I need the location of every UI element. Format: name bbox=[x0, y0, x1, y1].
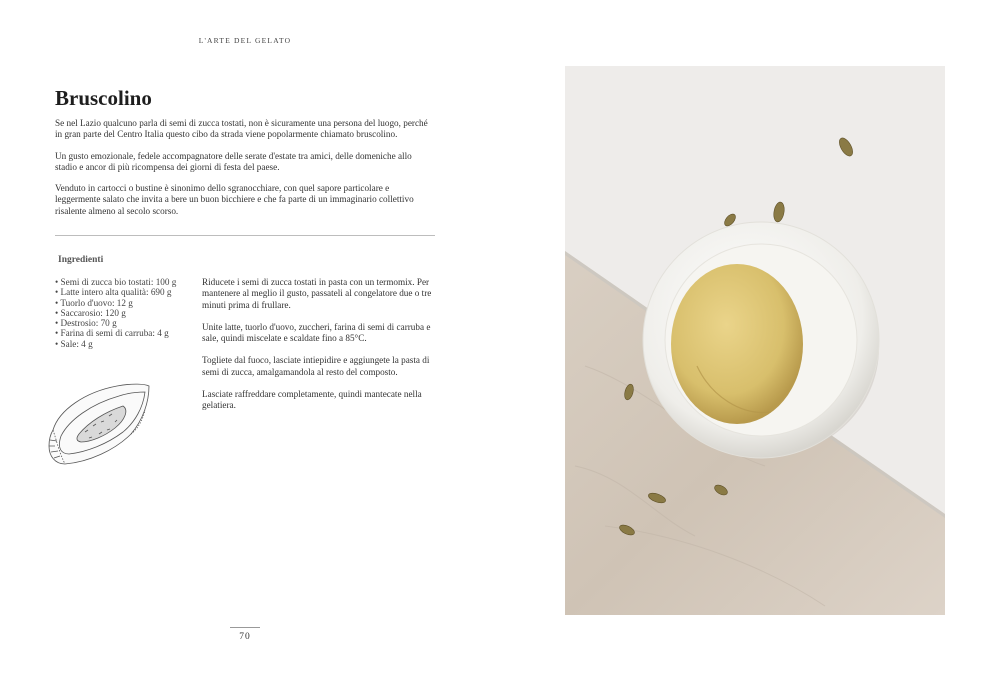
method-step: Lasciate raffreddare completamente, quindi mantecate nella gelatiera. bbox=[202, 389, 422, 411]
ingredient-item: • Latte intero alta qualità: 690 g bbox=[55, 287, 195, 297]
intro-text bbox=[55, 118, 435, 227]
ingredients-heading: Ingredienti bbox=[58, 255, 104, 265]
ingredient-item: • Semi di zucca bio tostati: 100 g bbox=[55, 277, 195, 287]
pumpkin-slice-icon bbox=[45, 380, 155, 466]
ingredient-item: • Destrosio: 70 g bbox=[55, 318, 195, 328]
running-head: L'ARTE DEL GELATO bbox=[198, 36, 292, 45]
method-step: Togliete dal fuoco, lasciate intiepidire e aggiungete la pasta di semi di zucca, amalgamandola al resto del composto. bbox=[202, 355, 430, 377]
recipe-title: Bruscolino bbox=[55, 86, 152, 110]
method-text bbox=[202, 277, 438, 423]
ingredient-item: • Sale: 4 g bbox=[55, 339, 195, 349]
page-number: 70 bbox=[239, 632, 251, 642]
page-number-rule bbox=[230, 627, 260, 628]
ingredient-item: • Saccarosio: 120 g bbox=[55, 308, 195, 318]
intro-paragraph: Un gusto emozionale, fedele accompagnatore delle serate d'estate tra amici, delle domeniche allo stadio e ancor di più ricompensa dei giorni di festa del paese. bbox=[55, 150, 412, 172]
intro-paragraph: Se nel Lazio qualcuno parla di semi di zucca tostati, non è sicuramente una persona del luogo, perché in gran parte del Centro Italia questo cibo da strada viene popolarmente chiamato bruscolino. bbox=[55, 118, 428, 140]
intro-paragraph: Venduto in cartocci o bustine è sinonimo dello sgranocchiare, con quel sapore particolare e leggermente salato che invita a bere un buon bicchiere e che fa parte di un immaginario collettivo risalente almeno al secolo scorso. bbox=[55, 183, 414, 216]
gelato-bowl-photo bbox=[565, 66, 945, 615]
ingredient-list bbox=[55, 277, 195, 349]
method-step: Unite latte, tuorlo d'uovo, zuccheri, farina di semi di carruba e sale, quindi miscelate e scaldate fino a 85°C. bbox=[202, 321, 431, 344]
section-divider bbox=[55, 235, 435, 236]
ingredient-item: • Tuorlo d'uovo: 12 g bbox=[55, 298, 195, 308]
ingredient-item: • Farina di semi di carruba: 4 g bbox=[55, 328, 195, 338]
method-step: Riducete i semi di zucca tostati in pasta con un termomix. Per mantenere al meglio il gusto, passateli al congelatore due o tre minuti prima di frullare. bbox=[202, 277, 432, 310]
